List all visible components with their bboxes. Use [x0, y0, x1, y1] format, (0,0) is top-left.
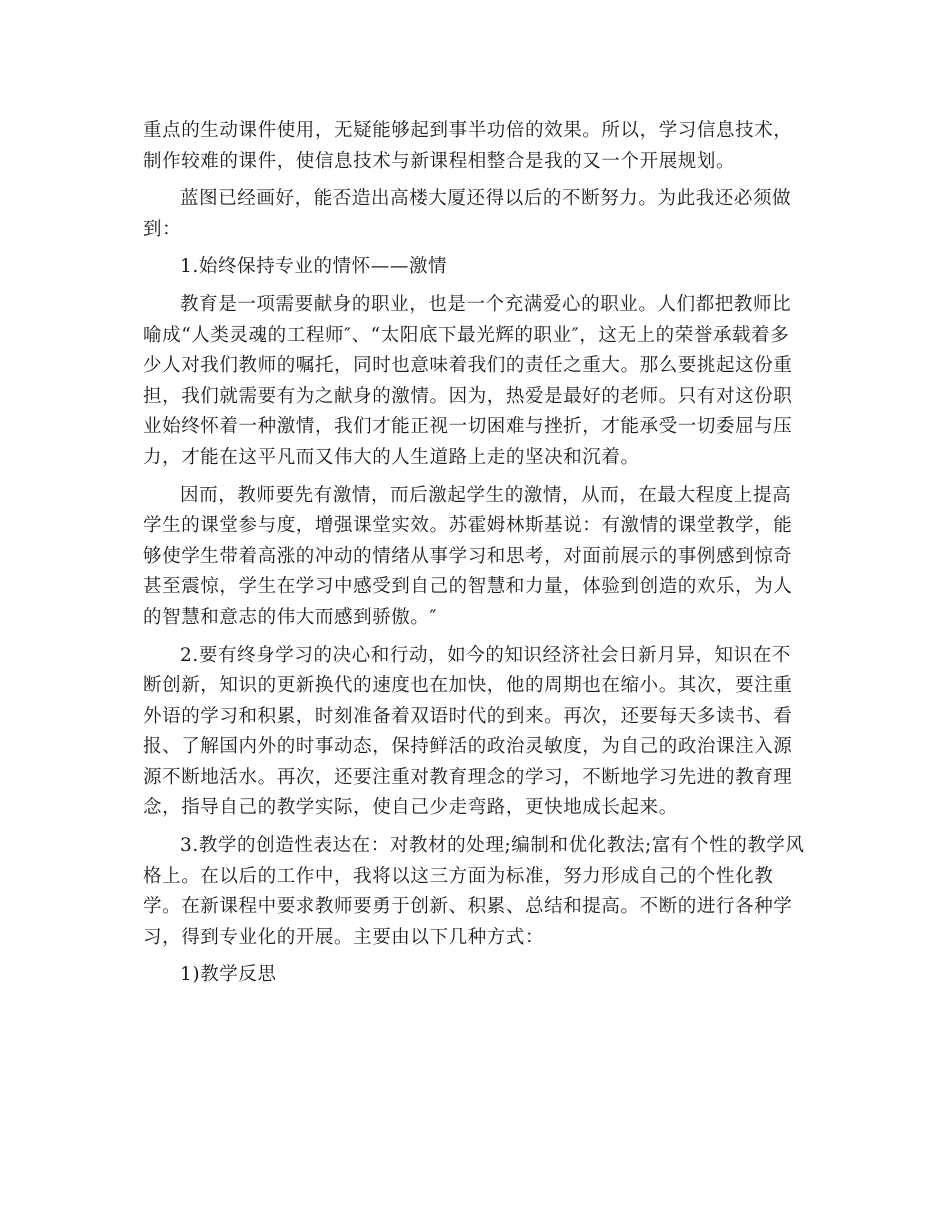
- paragraph-3: 教育是一项需要献身的职业，也是一个充满爱心的职业。人们都把教师比喻成“人类灵魂的工程师″、“太阳底下最光辉的职业″，这无上的荣誉承载着多少人对我们教师的嘱托，同时也意味着我们的责任之重大。那么要挑起这份重担，我们就需要有为之献身的激情。因为，热爱是最好的老师。只有对这份职业始终怀着一种激情，我们才能正视一切困难与挫折，才能承受一切委屈与压力，才能在这平凡而又伟大的人生道路上走的坚决和沉着。: [143, 293, 793, 468]
- paragraph-heading-2: 1)教学反思: [180, 964, 277, 986]
- paragraph-5: 2.要有终身学习的决心和行动，如今的知识经济社会日新月异，知识在不断创新，知识的更新换代的速度也在加快，他的周期也在缩小。其次，要注重外语的学习和积累，时刻准备着双语时代的到来。再次，还要每天多读书、看报、了解国内外的时事动态，保持鲜活的政治灵敏度，为自己的政治课注入源源不断地活水。再次，还要注重对教育理念的学习，不断地学习先进的教育理念，指导自己的教学实际，使自己少走弯路，更快地成长起来。: [143, 644, 793, 819]
- paragraph-heading-1: 1.始终保持专业的情怀——激情: [180, 256, 448, 278]
- paragraph-2: 蓝图已经画好，能否造出高楼大厦还得以后的不断努力。为此我还必须做到：: [143, 188, 792, 240]
- paragraph-1: 重点的生动课件使用，无疑能够起到事半功倍的效果。所以，学习信息技术，制作较难的课件，使信息技术与新课程相整合是我的又一个开展规划。: [143, 120, 793, 172]
- paragraph-4: 因而，教师要先有激情，而后激起学生的激情，从而，在最大程度上提高学生的课堂参与度，增强课堂实效。苏霍姆林斯基说：有激情的课堂教学，能够使学生带着高涨的冲动的情绪从事学习和思考，对面前展示的事例感到惊奇甚至震惊，学生在学习中感受到自己的智慧和力量，体验到创造的欢乐，为人的智慧和意志的伟大而感到骄傲。″: [143, 484, 793, 628]
- document-body: [143, 116, 807, 991]
- paragraph-6: 3.教学的创造性表达在：对教材的处理;编制和优化教法;富有个性的教学风格上。在以后的工作中，我将以这三方面为标准，努力形成自己的个性化教学。在新课程中要求教师要勇于创新、积累、总结和提高。不断的进行各种学习，得到专业化的开展。主要由以下几种方式：: [143, 835, 805, 948]
